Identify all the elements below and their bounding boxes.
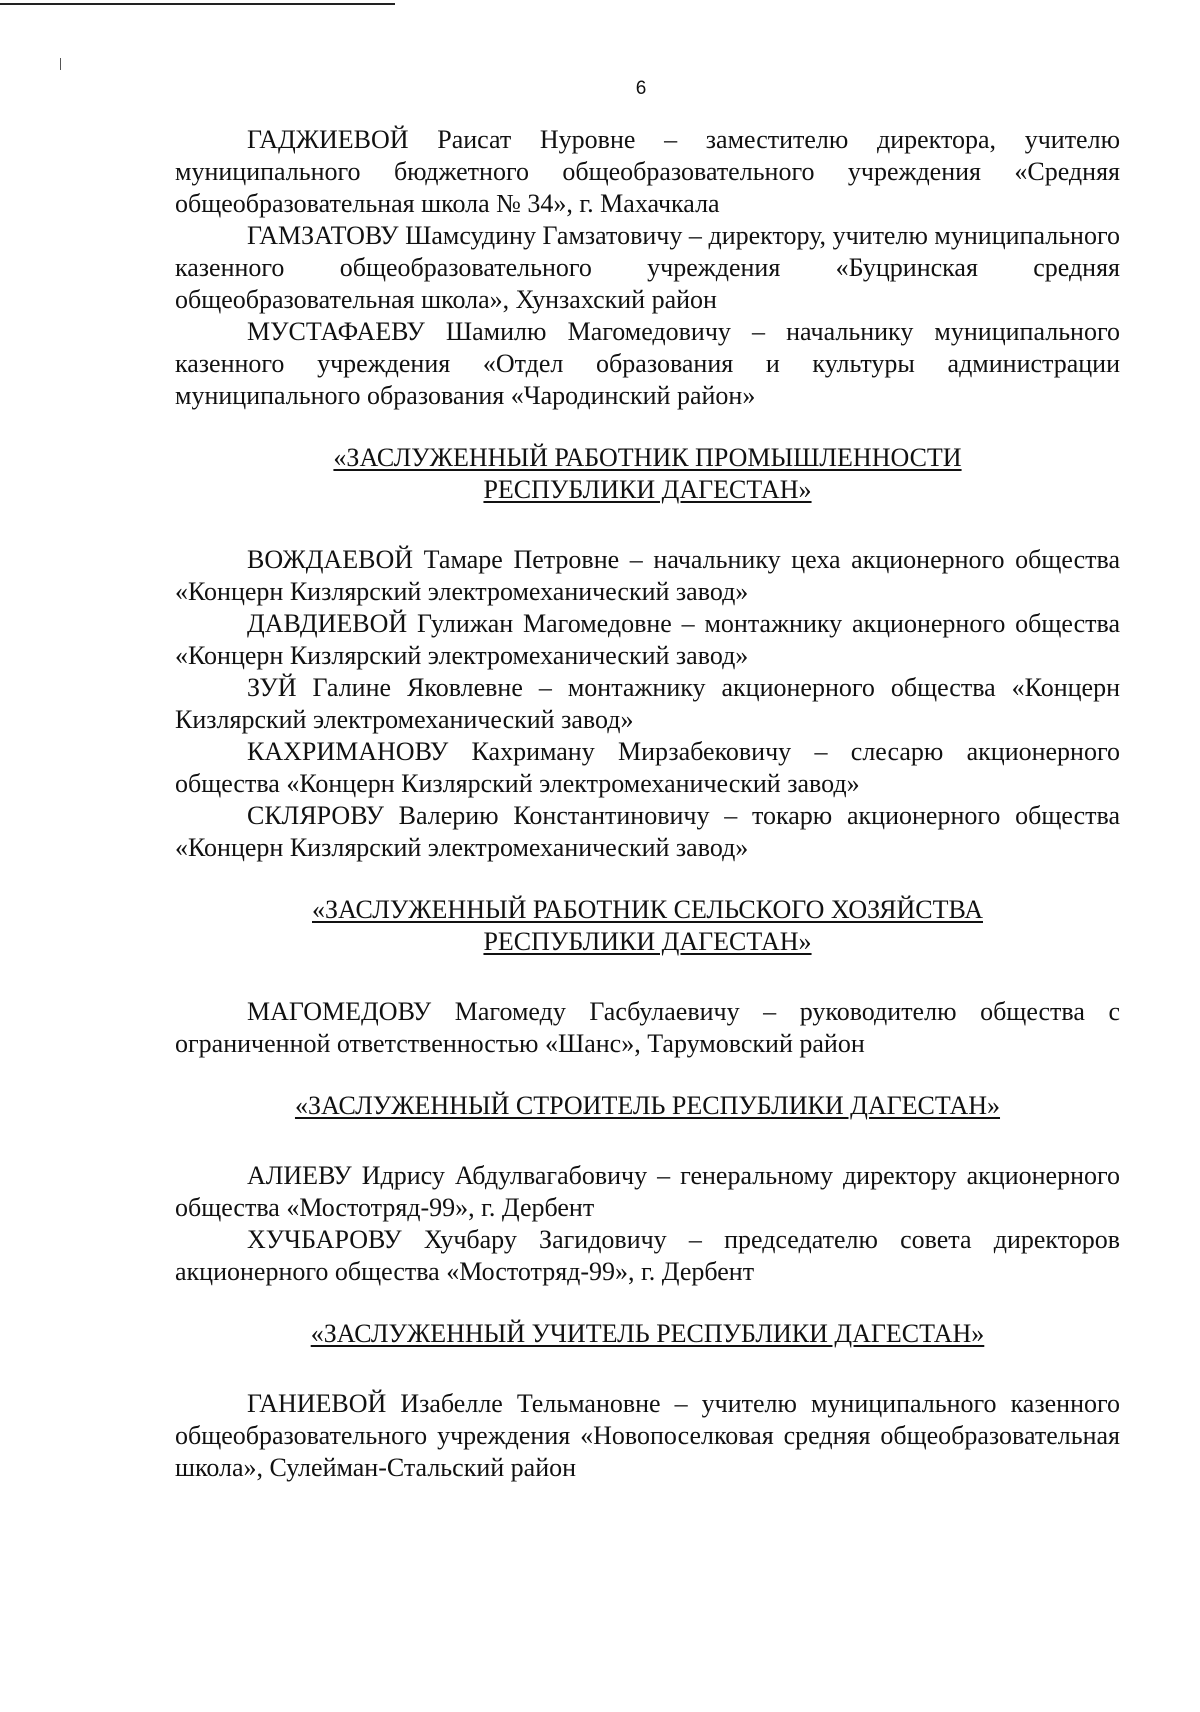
award-entry: СКЛЯРОВУ Валерию Константиновичу – токарю акционерного общества «Концерн Кизлярский электромеханический завод»: [175, 801, 1120, 862]
award-entry: АЛИЕВУ Идрису Абдулвагабовичу – генеральному директору акционерного общества «Мостотряд-99», г. Дербент: [175, 1161, 1120, 1222]
section-heading: [175, 442, 1120, 506]
document-body: [175, 124, 1120, 1484]
page-number: 6: [635, 78, 647, 99]
award-entry: КАХРИМАНОВУ Кахриману Мирзабековичу – слесарю акционерного общества «Концерн Кизлярский электромеханический завод»: [175, 737, 1120, 798]
award-entry: ХУЧБАРОВУ Хучбару Загидовичу – председателю совета директоров акционерного общества «Мостотряд-99», г. Дербент: [175, 1225, 1120, 1286]
section-heading-line: «ЗАСЛУЖЕННЫЙ СТРОИТЕЛЬ РЕСПУБЛИКИ ДАГЕСТАН»: [294, 1091, 1001, 1120]
section-heading-line: «ЗАСЛУЖЕННЫЙ РАБОТНИК СЕЛЬСКОГО ХОЗЯЙСТВА: [312, 895, 983, 924]
section-heading-line: РЕСПУБЛИКИ ДАГЕСТАН»: [483, 927, 812, 956]
section-heading-line: «ЗАСЛУЖЕННЫЙ УЧИТЕЛЬ РЕСПУБЛИКИ ДАГЕСТАН»: [310, 1319, 985, 1348]
award-entry: ГАМЗАТОВУ Шамсудину Гамзатовичу – директору, учителю муниципального казенного общеобразовательного учреждения «Буцринская средняя общеобразовательная школа», Хунзахский район: [175, 221, 1120, 314]
section-heading-line: РЕСПУБЛИКИ ДАГЕСТАН»: [483, 475, 812, 504]
award-entry: ГАНИЕВОЙ Изабелле Тельмановне – учителю муниципального казенного общеобразовательного учреждения «Новопоселковая средняя общеобразовательная школа», Сулейман-Стальский район: [175, 1389, 1120, 1482]
award-entry: ГАДЖИЕВОЙ Раисат Нуровне – заместителю директора, учителю муниципального бюджетного общеобразовательного учреждения «Средняя общеобразовательная школа № 34», г. Махачкала: [175, 125, 1120, 218]
award-entry: ВОЖДАЕВОЙ Тамаре Петровне – начальнику цеха акционерного общества «Концерн Кизлярский электромеханический завод»: [175, 545, 1120, 606]
award-entry: МУСТАФАЕВУ Шамилю Магомедовичу – начальнику муниципального казенного учреждения «Отдел образования и культуры администрации муниципального образования «Чародинский район»: [175, 317, 1120, 410]
section-heading: [175, 1090, 1120, 1122]
scan-mark: [60, 58, 61, 70]
section-heading-line: «ЗАСЛУЖЕННЫЙ РАБОТНИК ПРОМЫШЛЕННОСТИ: [333, 443, 962, 472]
section-heading: [175, 1318, 1120, 1350]
section-heading: [175, 894, 1120, 958]
award-entry: ДАВДИЕВОЙ Гулижан Магомедовне – монтажнику акционерного общества «Концерн Кизлярский электромеханический завод»: [175, 609, 1120, 670]
award-entry: ЗУЙ Галине Яковлевне – монтажнику акционерного общества «Концерн Кизлярский электромеханический завод»: [175, 673, 1120, 734]
award-entry: МАГОМЕДОВУ Магомеду Гасбулаевичу – руководителю общества с ограниченной ответственностью «Шанс», Тарумовский район: [175, 997, 1120, 1058]
scan-edge-line: [0, 3, 395, 5]
